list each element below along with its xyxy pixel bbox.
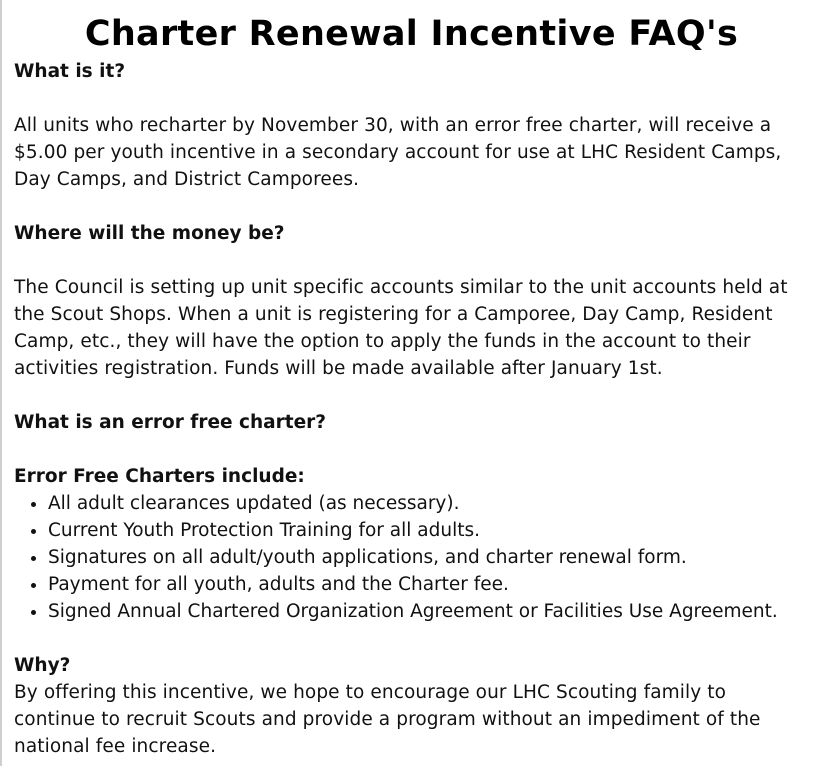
answer-why: By offering this incentive, we hope to encourage our LHC Scouting family to continue to recruit Scouts and provide a program without an impediment of the national fee increase. (14, 682, 761, 757)
spacer (14, 382, 809, 409)
error-free-heading: Error Free Charters include: (14, 466, 305, 487)
question-what-is-it: What is it? (14, 61, 126, 82)
list-item: • Signed Annual Chartered Organization Agreement or Facilities Use Agreement. (48, 598, 809, 625)
question-error-free: What is an error free charter? (14, 412, 326, 433)
list-item: • Signatures on all adult/youth applications, and charter renewal form. (48, 544, 809, 571)
error-free-list (14, 490, 809, 625)
list-item: • Payment for all youth, adults and the Charter fee. (48, 571, 809, 598)
spacer (14, 193, 809, 220)
question-why: Why? (14, 655, 71, 676)
left-border-line (0, 0, 2, 766)
spacer (14, 85, 809, 112)
answer-what-is-it: All units who recharter by November 30, with an error free charter, will receive a $5.00 per youth incentive in a secondary account for use at LHC Resident Camps, Day Camps, and District Camporees. (14, 115, 782, 190)
list-item: • Current Youth Protection Training for all adults. (48, 517, 809, 544)
question-where-money: Where will the money be? (14, 223, 285, 244)
spacer (14, 247, 809, 274)
answer-where-money: The Council is setting up unit specific accounts similar to the unit accounts held at the Scout Shops. When a unit is registering for a Camporee, Day Camp, Resident Camp, etc., they will have the option to apply the funds in the account to their activities registration. Funds will be made available after January 1st. (14, 277, 788, 379)
spacer (14, 625, 809, 652)
list-item: • All adult clearances updated (as necessary). (48, 490, 809, 517)
faq-document (14, 10, 809, 760)
spacer (14, 436, 809, 463)
page-title: Charter Renewal Incentive FAQ's (84, 14, 739, 54)
